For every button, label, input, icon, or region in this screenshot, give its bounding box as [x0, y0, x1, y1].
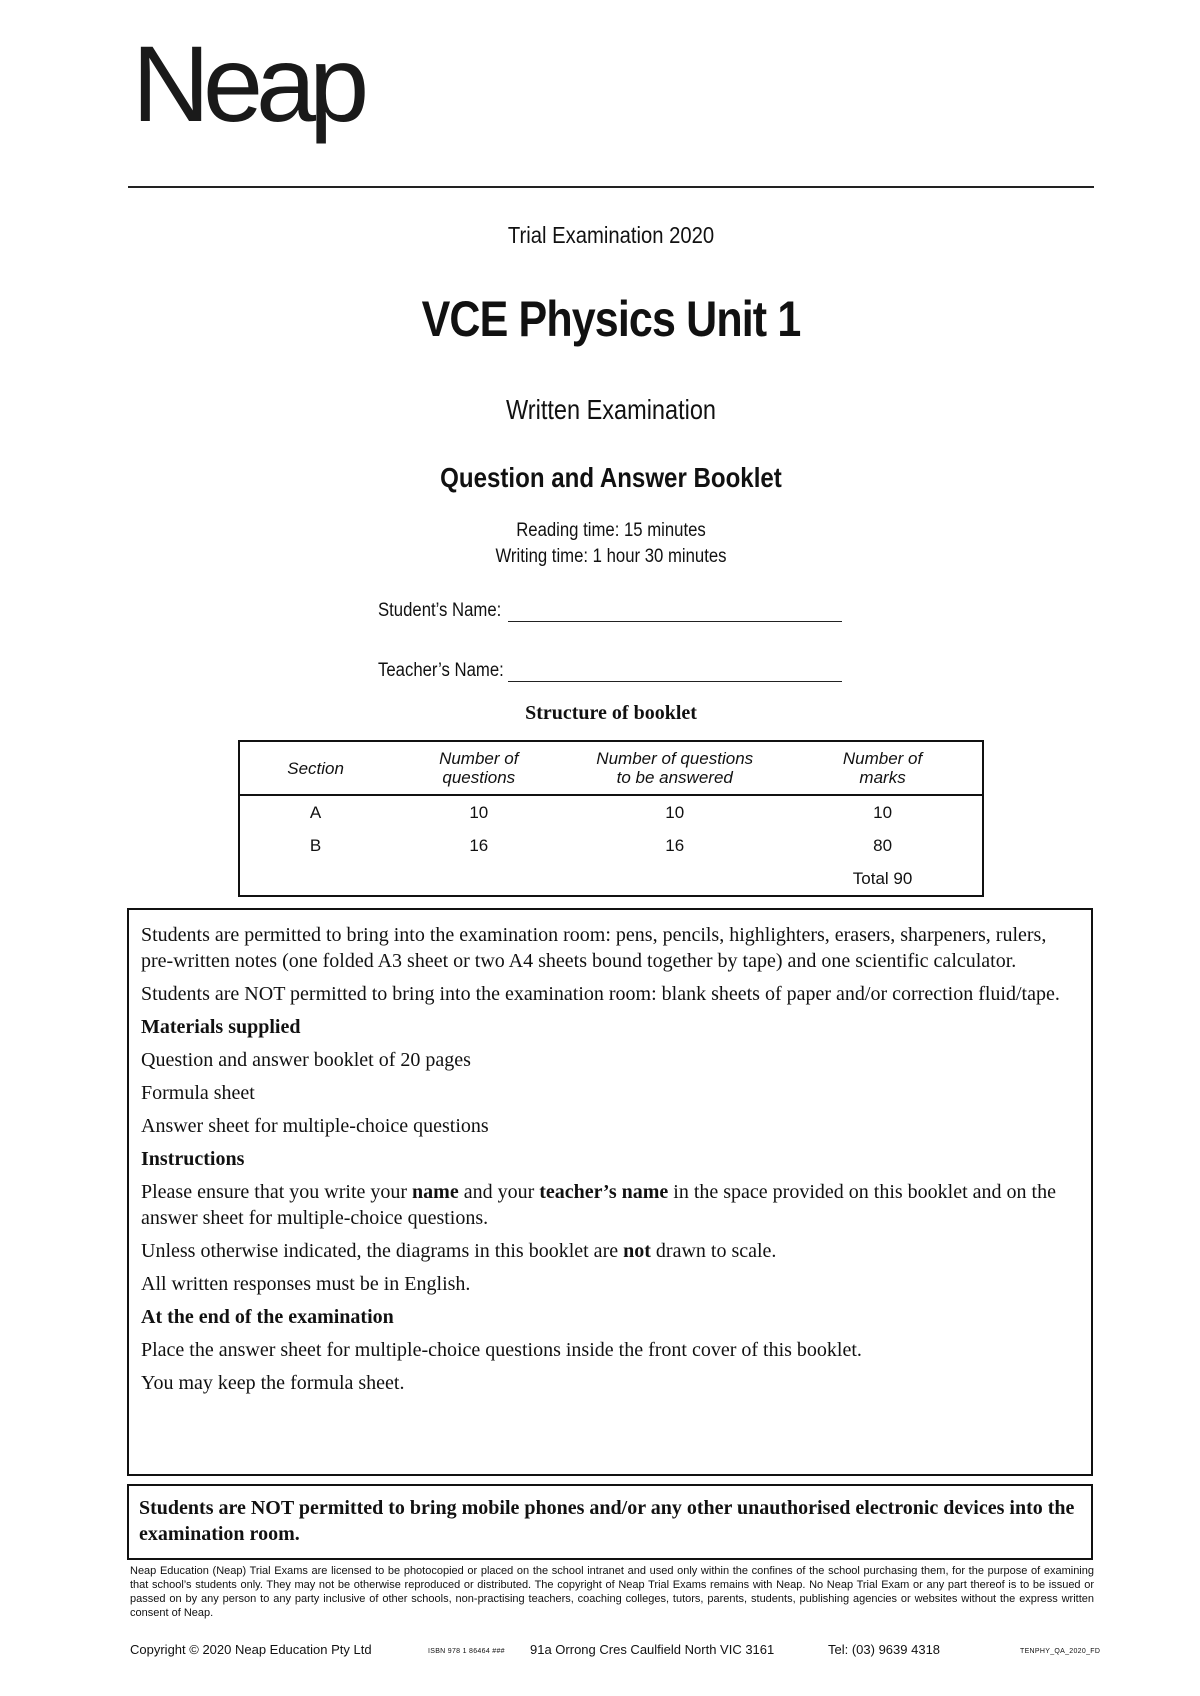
teacher-name-label: Teacher’s Name:: [378, 660, 504, 681]
page-title: VCE Physics Unit 1: [421, 291, 801, 347]
table-row: A 10 10 10: [309, 802, 893, 822]
instructions-heading: Instructions: [141, 1148, 245, 1170]
trial-label: Trial Examination 2020: [507, 222, 715, 248]
end-heading: At the end of the examination: [141, 1306, 394, 1328]
instruction-english: All written responses must be in English.: [141, 1273, 471, 1295]
col-answered: Number of questions to be answered: [566, 741, 783, 795]
teacher-name-field[interactable]: [508, 681, 842, 682]
neap-logo: Neap: [132, 23, 363, 144]
instruction-scale: Unless otherwise indicated, the diagrams in this booklet are not drawn to scale.: [141, 1240, 777, 1262]
structure-table: [238, 740, 984, 897]
footer-copyright: Copyright © 2020 Neap Education Pty Ltd: [130, 1642, 372, 1657]
footer-isbn: ISBN 978 1 86464 ###: [428, 1648, 505, 1655]
table-total-row: [239, 862, 983, 896]
col-questions: Number of questions: [391, 741, 566, 795]
col-section: Section: [239, 741, 391, 795]
header-divider: [128, 186, 1094, 188]
col-marks: Number of marks: [783, 741, 983, 795]
booklet-title: Question and Answer Booklet: [440, 462, 782, 493]
material-item: Question and answer booklet of 20 pages: [141, 1049, 471, 1071]
reading-time: Reading time: 15 minutes: [516, 520, 706, 541]
footer-code: TENPHY_QA_2020_FD: [1020, 1648, 1101, 1655]
structure-title: Structure of booklet: [525, 702, 697, 724]
materials-heading: Materials supplied: [141, 1016, 301, 1038]
student-name-label: Student’s Name:: [378, 600, 502, 621]
instruction-name: Please ensure that you write your name and your teacher’s name in the space provided on this booklet and on the answer sheet for multiple-choice questions.: [141, 1181, 1056, 1229]
permitted-items: Students are permitted to bring into the examination room: pens, pencils, highlighters, erasers, sharpeners, rulers, pre-written notes (one folded A3 sheet or two A4 sheets bound together by tape) and one scientific calculator.: [141, 924, 1047, 972]
footer-address: 91a Orrong Cres Caulfield North VIC 3161: [530, 1642, 775, 1657]
material-item: Answer sheet for multiple-choice questions: [141, 1115, 489, 1137]
footer-phone: Tel: (03) 9639 4318: [828, 1642, 941, 1657]
end-instruction: You may keep the formula sheet.: [141, 1372, 405, 1394]
exam-type: Written Examination: [505, 394, 717, 425]
writing-time: Writing time: 1 hour 30 minutes: [495, 546, 727, 567]
end-instruction: Place the answer sheet for multiple-choice questions inside the front cover of this booklet.: [141, 1339, 862, 1361]
student-name-field[interactable]: [508, 621, 842, 622]
copyright-notice: Neap Education (Neap) Trial Exams are licensed to be photocopied or placed on the school intranet and used only within the confines of the school purchasing them, for the purpose of examining that school’s students only. They may not be otherwise reproduced or distributed. The copyright of Neap Trial Exams remains with Neap. No Neap Trial Exam or any part thereof is to be issued or passed on by any person to any party inclusive of other schools, non-practising teachers, coaching colleges, tutors, parents, students, publishing agencies or websites without the express written consent of Neap.: [130, 1565, 1094, 1619]
total-marks: Total 90: [852, 868, 913, 888]
instructions-box: [127, 908, 1093, 1476]
table-row: B 16 16 80: [309, 835, 893, 855]
warning-box: Students are NOT permitted to bring mobile phones and/or any other unauthorised electronic devices into the examination room.: [127, 1484, 1093, 1560]
not-permitted-items: Students are NOT permitted to bring into the examination room: blank sheets of paper and/or correction fluid/tape.: [141, 983, 1060, 1005]
material-item: Formula sheet: [141, 1082, 255, 1104]
